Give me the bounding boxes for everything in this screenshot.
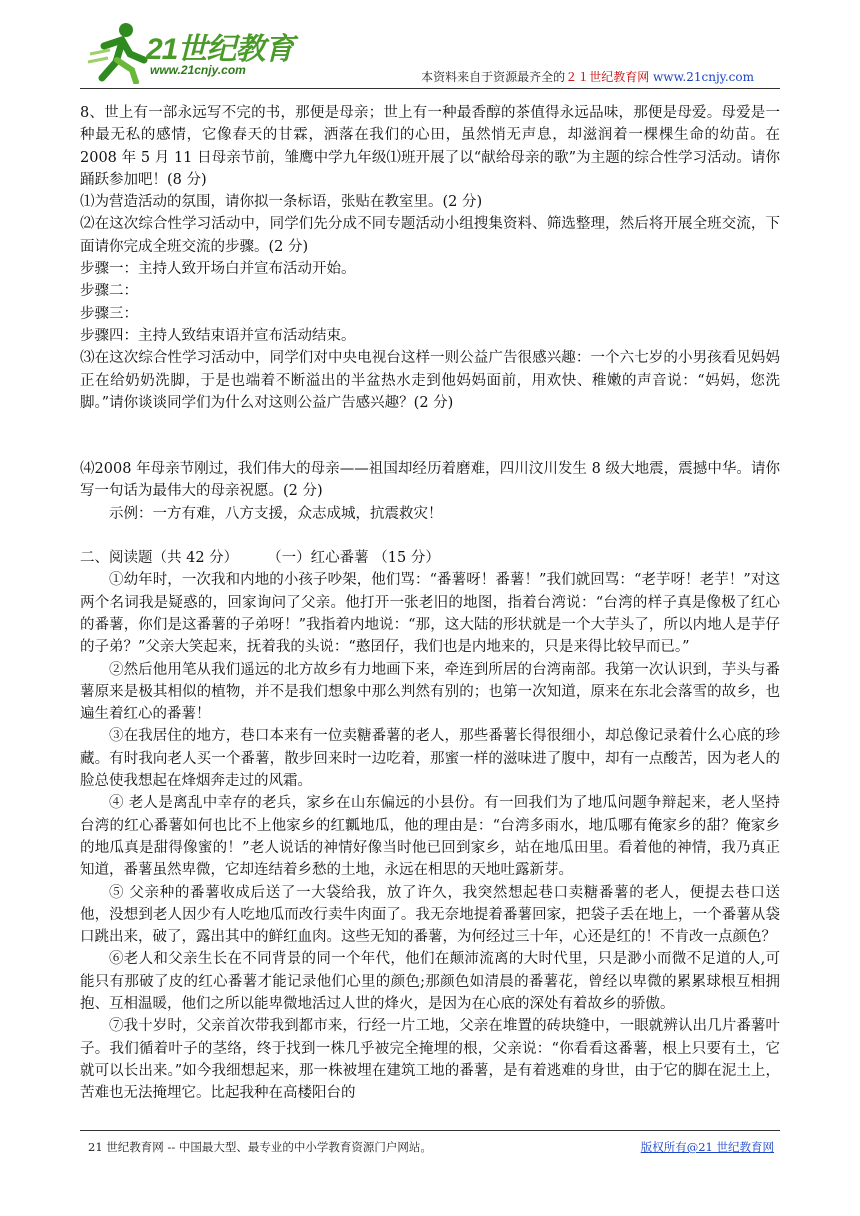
reading-paragraph: ③在我居住的地方，巷口本来有一位卖糖番薯的老人，那些番薯长得很细小，却总像记录着什么心底的珍藏。有时我向老人买一个番薯，散步回来时一边吃着，那蜜一样的滋味进了腹中，却有一点酸苦，因为老人的脸总使我想起在烽烟奔走过的风霜。 — [80, 728, 780, 790]
footer-divider — [80, 1130, 780, 1131]
q8-intro: 8、世上有一部永远写不完的书，那便是母亲；世上有一种最香醇的茶值得永远品味，那便是母爱。母爱是一种最无私的感情，它像春天的甘霖，洒落在我们的心田，虽然悄无声息，却滋润着一棵棵生命的幼苗。在 2008 年 5 月 11 日母亲节前，雏鹰中学九年级⑴班开展了以“献给母亲的歌”为主题的综合性学习活动。请你踊跃参加吧！(8 分) — [80, 105, 780, 188]
section-gap — [80, 525, 780, 547]
reading-paragraph: ②然后他用笔从我们遥远的北方故乡有力地画下来，牵连到所居的台湾南部。我第一次认识到，芋头与番薯原来是极其相似的植物，并不是我们想象中那么判然有别的；也第一次知道，原来在东北会落雪的故乡，也遍生着红心的番薯！ — [80, 661, 780, 723]
page-header — [0, 0, 860, 92]
reading-paragraph: ⑦我十岁时，父亲首次带我到都市来，行经一片工地，父亲在堆置的砖块缝中，一眼就辨认出几片番薯叶子。我们循着叶子的茎络，终于找到一株几乎被完全掩埋的根，父亲说：“你看看这番薯，根上只要有土，它就可以长出来。”如今我细想起来，那一株被埋在建筑工地的番薯，是有着逃难的身世，由于它的脚在泥土上，苦难也无法掩埋它。比起我种在高楼阳台的 — [80, 1018, 780, 1102]
q8-sub3: ⑶在这次综合性学习活动中，同学们对中央电视台这样一则公益广告很感兴趣：一个六七岁的小男孩看见妈妈正在给奶奶洗脚，于是也端着不断溢出的半盆热水走到他妈妈面前，用欢快、稚嫩的声音说：“妈妈，您洗脚。”请你谈谈同学们为什么对这则公益广告感兴趣？(2 分) — [80, 350, 780, 411]
q8-sub4: ⑷2008 年母亲节刚过，我们伟大的母亲——祖国却经历着磨难，四川汶川发生 8 级大地震，震撼中华。请你写一句话为最伟大的母亲祝愿。(2 分) — [80, 461, 780, 500]
q8-sub1: ⑴为营造活动的氛围，请你拟一条标语，张贴在教室里。(2 分) — [80, 194, 483, 211]
reading-paragraph: ④ 老人是离乱中幸存的老兵，家乡在山东偏远的小县份。有一回我们为了地瓜问题争辩起来，老人坚持台湾的红心番薯如何也比不上他家乡的红瓤地瓜，他的理由是：“台湾多雨水，地瓜哪有俺家乡的甜？俺家乡的地瓜真是甜得像蜜的！”老人说话的神情好像当时他已回到家乡，站在地瓜田里。看着他的神情，我乃真正知道，番薯虽然卑微，它却连结着乡愁的土地，永远在相思的天地吐露新芽。 — [80, 795, 780, 879]
footer-text: 21 世纪教育网 -- 中国最大型、最专业的中小学教育资源门户网站。 — [88, 1140, 432, 1154]
document-body — [80, 102, 780, 1104]
reading-paragraph: ①幼年时，一次我和内地的小孩子吵架，他们骂：“番薯呀！番薯！”我们就回骂：“老芋呀！老芋！”对这两个名词我是疑惑的，回家询问了父亲。他打开一张老旧的地图，指着台湾说：“台湾的样子真是像极了红心的番薯，你们是这番薯的子弟呀！”我指着内地说：“那，这大陆的形状就是一个大芋头了，所以内地人是芋仔的子弟？”父亲大笑起来，抚着我的头说：“憨囝仔，我们也是内地来的，只是来得比较早而已。” — [80, 572, 780, 656]
logo-text: 21世纪教育 — [146, 33, 294, 66]
q8-step1: 步骤一：主持人致开场白并宣布活动开始。 — [80, 261, 356, 278]
header-site-link[interactable]: ２１世纪教育网 — [565, 70, 650, 84]
logo-url: www.21cnjy.com — [150, 63, 246, 77]
header-note — [421, 68, 754, 85]
reading-paragraph: ⑥老人和父亲生长在不同背景的同一个年代，他们在颠沛流离的大时代里，只是渺小而微不足道的人,可能只有那破了皮的红心番薯才能记录他们心里的颜色;那颜色如清晨的番薯花，曾经以卑微的累累球根互相拥抱、互相温暖，他们之所以能卑微地活过人世的烽火，是因为在心底的深处有着故乡的骄傲。 — [80, 951, 780, 1012]
q8-step2: 步骤二： — [80, 283, 138, 300]
header-divider — [80, 88, 780, 89]
answer-space — [80, 414, 780, 458]
q8-step3: 步骤三： — [80, 305, 138, 322]
site-logo[interactable] — [86, 18, 316, 86]
header-note-prefix: 本资料来自于资源最齐全的 — [421, 70, 566, 84]
q8-step4: 步骤四：主持人致结束语并宣布活动结束。 — [80, 327, 356, 344]
q8-sub2: ⑵在这次综合性学习活动中，同学们先分成不同专题活动小组搜集资料、筛选整理，然后将开展全班交流，下面请你完成全班交流的步骤。(2 分) — [80, 216, 780, 255]
header-url-link[interactable]: www.21cnjy.com — [653, 70, 754, 84]
footer-copyright-link[interactable]: 版权所有@21 世纪教育网 — [640, 1140, 774, 1154]
section2-heading: 二、阅读题（共 42 分） （一）红心番薯 （15 分） — [80, 550, 440, 567]
q8-example: 示例：一方有难，八方支援，众志成城，抗震救灾！ — [109, 505, 443, 522]
reading-paragraph: ⑤ 父亲种的番薯收成后送了一大袋给我，放了许久，我突然想起巷口卖糖番薯的老人，便提去巷口送他，没想到老人因少有人吃地瓜而改行卖牛肉面了。我无奈地提着番薯回家，把袋子丢在地上，一个番薯从袋口跳出来，破了，露出其中的鲜红血肉。这些无知的番薯，为何经过三十年，心还是红的！不肯改一点颜色？ — [80, 884, 780, 946]
runner-logo-icon — [86, 20, 150, 84]
